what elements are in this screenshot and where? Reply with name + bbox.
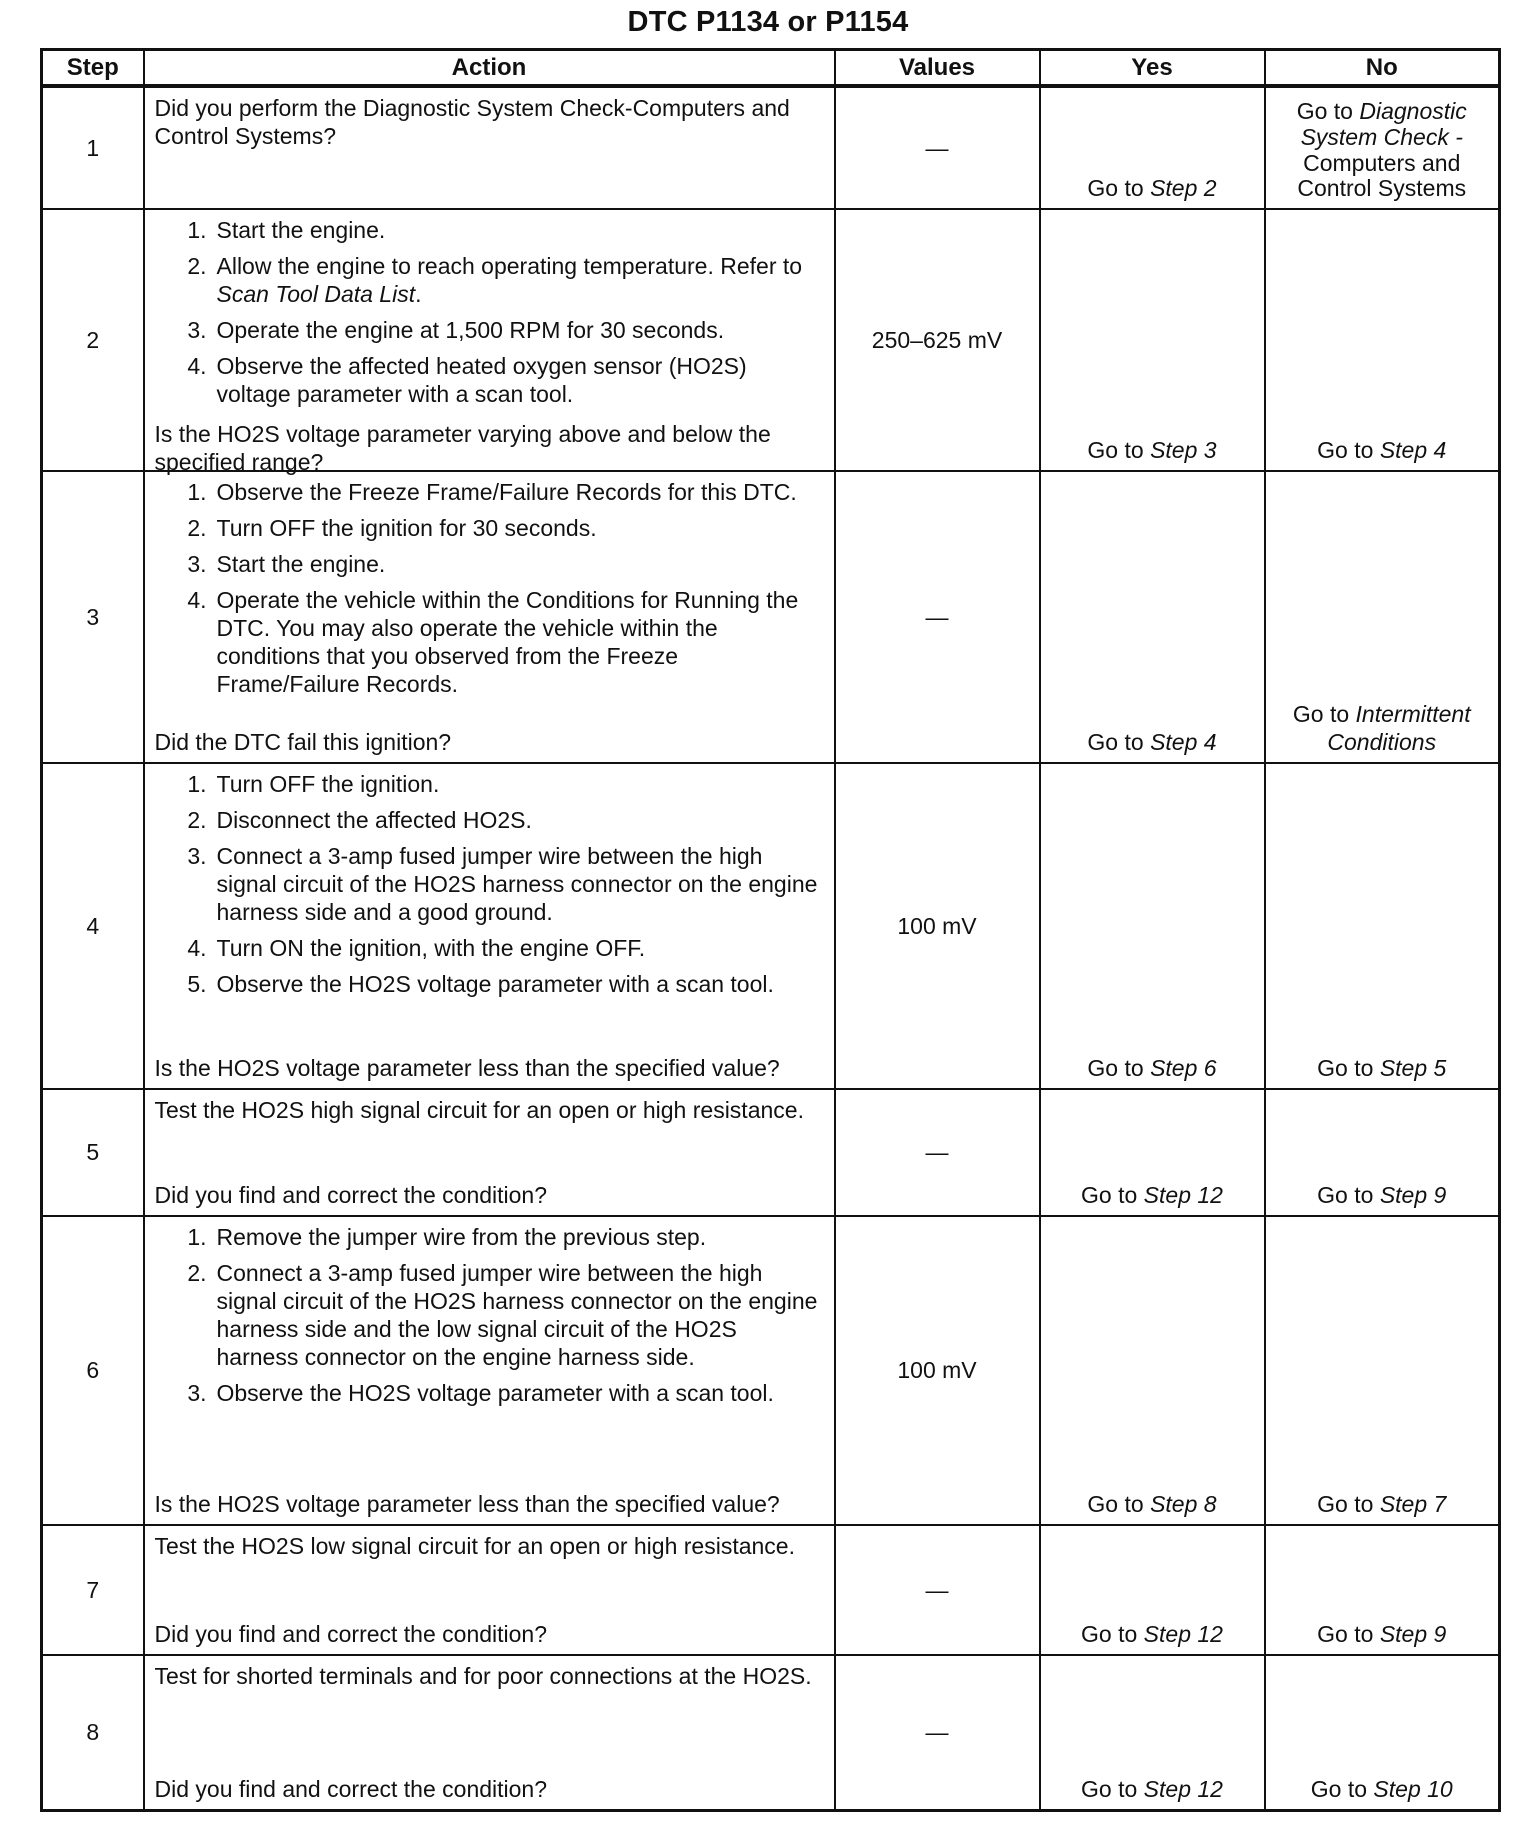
action-step-number: 2. — [187, 515, 207, 542]
action-step-text — [217, 252, 824, 308]
action-intro: Test for shorted terminals and for poor connections at the HO2S. — [154, 1663, 812, 1689]
action-top — [155, 478, 824, 706]
column-header-action: Action — [144, 50, 835, 87]
yes-cell — [1040, 1525, 1265, 1655]
no-goto-text: Go to — [1310, 1775, 1374, 1802]
action-content — [155, 1223, 824, 1518]
action-step-body: Connect a 3-amp fused jumper wire between the high signal circuit of the HO2S harness connector on the engine harness side and the low signal circuit of the HO2S harness connector on the engine harness side. — [216, 1260, 818, 1371]
no-goto-text: Go to — [1317, 1054, 1380, 1081]
action-step-number: 3. — [187, 317, 207, 344]
step-number: 7 — [42, 1525, 144, 1655]
action-step-body: Connect a 3-amp fused jumper wire between the high signal circuit of the HO2S harness connector on the engine harness side and a good ground. — [216, 843, 818, 926]
table-row — [42, 1216, 1500, 1525]
no-cell — [1265, 1089, 1500, 1216]
action-step — [155, 550, 824, 578]
action-cell — [144, 1216, 835, 1525]
action-question: Did the DTC fail this ignition? — [154, 728, 452, 755]
header-row — [42, 50, 1500, 87]
action-step — [155, 316, 824, 344]
page-title: DTC P1134 or P1154 — [627, 6, 909, 38]
action-step-body: Operate the vehicle within the Conditions for Running the DTC. You may also operate the vehicle within the conditions that you observed from the Freeze Frame/Failure Records. — [216, 587, 799, 698]
column-header-values: Values — [835, 50, 1040, 87]
action-cell — [144, 209, 835, 476]
action-step-number: 1. — [187, 771, 207, 797]
action-question: Did you find and correct the condition? — [154, 1620, 548, 1647]
step-number: 1 — [42, 86, 144, 209]
yes-cell — [1040, 763, 1265, 1089]
action-step-number: 1. — [187, 217, 207, 243]
yes-step-link[interactable]: Step 12 — [1143, 1181, 1223, 1208]
no-cell — [1265, 471, 1500, 763]
action-step-text — [217, 514, 824, 542]
yes-step-link[interactable]: Step 3 — [1150, 436, 1217, 463]
table-row — [42, 763, 1500, 1089]
action-step-number: 4. — [187, 587, 207, 614]
yes-goto-text: Go to — [1087, 1490, 1151, 1517]
action-top — [155, 1223, 824, 1415]
no-cell — [1265, 1216, 1500, 1525]
action-steps-list — [155, 770, 824, 998]
column-header-yes: Yes — [1040, 50, 1265, 87]
action-step-text — [217, 842, 824, 926]
action-step-number: 4. — [187, 353, 207, 380]
values-cell: — — [835, 1525, 1040, 1655]
action-top — [155, 770, 824, 1006]
action-top — [155, 216, 824, 416]
values-cell: 100 mV — [835, 1216, 1040, 1525]
table-row — [42, 209, 1500, 471]
step-number: 8 — [42, 1655, 144, 1811]
action-step-body: Disconnect the affected HO2S. — [216, 807, 532, 834]
yes-cell — [1040, 1655, 1265, 1811]
yes-cell — [1040, 1089, 1265, 1216]
yes-goto-text: Go to — [1087, 1054, 1151, 1081]
action-step — [155, 934, 824, 962]
values-cell: 250–625 mV — [835, 209, 1040, 471]
no-step-link[interactable]: Intermittent Conditions — [1327, 700, 1471, 755]
values-cell: 100 mV — [835, 763, 1040, 1089]
action-steps-list — [155, 478, 824, 698]
action-cell — [144, 1089, 835, 1216]
action-step-text — [217, 352, 824, 408]
yes-goto-text: Go to — [1081, 1775, 1144, 1802]
action-step — [155, 1223, 824, 1251]
action-step-number: 3. — [187, 843, 207, 870]
yes-goto-text: Go to — [1087, 174, 1151, 201]
values-cell: — — [835, 1655, 1040, 1811]
action-step — [155, 514, 824, 542]
no-cell — [1265, 1525, 1500, 1655]
action-step-number: 3. — [187, 551, 207, 578]
no-step-link[interactable]: Step 10 — [1373, 1775, 1453, 1802]
action-step-text — [217, 770, 824, 798]
action-cell — [144, 1525, 835, 1655]
action-step-text — [217, 316, 824, 344]
no-cell — [1265, 763, 1500, 1089]
no-step-link[interactable]: Step 9 — [1379, 1620, 1447, 1647]
no-goto-text: Go to — [1317, 1490, 1380, 1517]
action-step-text — [217, 478, 824, 506]
step-number: 5 — [42, 1089, 144, 1216]
yes-goto-text: Go to — [1081, 1181, 1144, 1208]
no-step-link[interactable]: Step 4 — [1379, 436, 1447, 463]
action-step-body: Start the engine. — [216, 551, 386, 578]
yes-goto-text: Go to — [1087, 728, 1151, 755]
action-step-text — [217, 1379, 824, 1407]
action-intro: Did you perform the Diagnostic System Check-Computers and Control Systems? — [154, 95, 790, 150]
yes-goto-text: Go to — [1081, 1620, 1144, 1647]
action-step-text — [217, 586, 824, 698]
action-step — [155, 770, 824, 798]
action-step-number: 2. — [187, 1260, 207, 1287]
no-goto-text: Go to — [1317, 436, 1380, 463]
no-goto-text: Go to — [1317, 1181, 1380, 1208]
yes-step-link[interactable]: Step 8 — [1150, 1490, 1217, 1517]
no-step-link[interactable]: Step 5 — [1379, 1054, 1447, 1081]
action-step-text — [217, 216, 824, 244]
action-step-text — [217, 806, 824, 834]
yes-step-link[interactable]: Step 6 — [1150, 1054, 1217, 1081]
action-step — [155, 352, 824, 408]
yes-cell — [1040, 1216, 1265, 1525]
no-step-link[interactable]: Diagnostic System Check - — [1300, 98, 1467, 150]
action-step — [155, 478, 824, 506]
no-goto-text: Go to — [1292, 700, 1356, 727]
table-row — [42, 1089, 1500, 1216]
action-step-body: Allow the engine to reach operating temperature. Refer to — [216, 253, 803, 280]
no-goto-text: Go to — [1296, 98, 1360, 124]
action-step-text — [217, 550, 824, 578]
action-step — [155, 1379, 824, 1407]
action-step-body: Turn ON the ignition, with the engine OFF. — [216, 935, 646, 962]
action-top — [155, 1532, 824, 1568]
table-row — [42, 1525, 1500, 1655]
action-step-body: Start the engine. — [216, 217, 386, 243]
no-step-link[interactable]: Step 7 — [1379, 1490, 1447, 1517]
no-cell — [1265, 1655, 1500, 1811]
action-cell — [144, 1655, 835, 1811]
action-step-body: Turn OFF the ignition. — [216, 771, 440, 797]
action-step-body: Observe the affected heated oxygen sensor (HO2S) voltage parameter with a scan tool. — [216, 353, 747, 408]
no-goto-text: Go to — [1317, 1620, 1380, 1647]
table-row — [42, 471, 1500, 763]
action-question: Is the HO2S voltage parameter varying above and below the specified range? — [154, 421, 771, 476]
values-cell: — — [835, 471, 1040, 763]
values-cell: — — [835, 1089, 1040, 1216]
action-step-number: 5. — [187, 971, 207, 998]
action-step-number: 3. — [187, 1380, 207, 1407]
action-step-number: 1. — [187, 479, 207, 505]
action-step — [155, 842, 824, 926]
column-header-no: No — [1265, 50, 1500, 87]
step-number: 4 — [42, 763, 144, 1089]
no-step-link[interactable]: Step 9 — [1379, 1181, 1447, 1208]
action-content — [155, 770, 824, 1082]
action-cell — [144, 471, 835, 763]
action-step — [155, 1259, 824, 1371]
action-step-body: Observe the HO2S voltage parameter with a scan tool. — [216, 971, 774, 998]
column-header-step: Step — [42, 50, 144, 87]
action-content — [155, 478, 824, 756]
step-number: 6 — [42, 1216, 144, 1525]
action-step — [155, 252, 824, 308]
action-cell — [144, 86, 835, 209]
action-cell — [144, 763, 835, 1089]
table-row — [42, 1655, 1500, 1811]
yes-step-link[interactable]: Step 4 — [1150, 728, 1217, 755]
yes-step-link[interactable]: Step 12 — [1143, 1775, 1223, 1802]
action-step-number: 1. — [187, 1224, 207, 1250]
action-step-text — [217, 1223, 824, 1251]
action-intro: Test the HO2S low signal circuit for an open or high resistance. — [154, 1533, 795, 1559]
reference-link: Scan Tool Data List — [216, 281, 416, 308]
action-content — [154, 216, 824, 476]
action-step-body: Turn OFF the ignition for 30 seconds. — [216, 515, 597, 542]
action-question: Did you find and correct the condition? — [154, 1181, 548, 1208]
yes-cell — [1040, 86, 1265, 209]
action-top — [155, 1096, 824, 1132]
action-top — [155, 1662, 824, 1698]
action-question: Is the HO2S voltage parameter less than the specified value? — [154, 1490, 780, 1517]
action-step-text — [217, 1259, 824, 1371]
action-content — [155, 1096, 824, 1209]
yes-goto-text: Go to — [1087, 436, 1151, 463]
action-step-text — [217, 970, 824, 998]
action-steps-list — [155, 216, 824, 408]
table-row — [42, 86, 1500, 209]
action-step-number: 2. — [187, 253, 207, 280]
action-step — [155, 970, 824, 998]
yes-cell — [1040, 209, 1265, 471]
action-step-body: Operate the engine at 1,500 RPM for 30 seconds. — [216, 317, 725, 344]
action-question: Did you find and correct the condition? — [154, 1775, 548, 1802]
action-steps-list — [155, 1223, 824, 1407]
action-content — [155, 1532, 824, 1648]
action-step-body: Observe the HO2S voltage parameter with a scan tool. — [216, 1380, 774, 1407]
action-top — [155, 94, 824, 158]
action-step-number: 4. — [187, 935, 207, 962]
yes-step-link[interactable]: Step 2 — [1150, 174, 1217, 201]
action-question: Is the HO2S voltage parameter less than the specified value? — [154, 1054, 780, 1081]
action-step-body: Remove the jumper wire from the previous step. — [216, 1224, 707, 1250]
action-content — [155, 1662, 824, 1803]
yes-step-link[interactable]: Step 12 — [1143, 1620, 1223, 1647]
action-step-body: Observe the Freeze Frame/Failure Records for this DTC. — [216, 479, 797, 505]
action-content — [155, 94, 824, 202]
action-step — [155, 586, 824, 698]
yes-cell — [1040, 471, 1265, 763]
action-step-after: . — [415, 281, 422, 308]
no-goto-suffix: Computers and Control Systems — [1297, 149, 1467, 202]
dtc-table — [40, 48, 1501, 1812]
action-step — [155, 806, 824, 834]
no-cell — [1265, 86, 1500, 209]
action-step-text — [217, 934, 824, 962]
step-number: 3 — [42, 471, 144, 763]
action-step-number: 2. — [187, 807, 207, 834]
values-cell: — — [835, 86, 1040, 209]
action-step — [155, 216, 824, 244]
step-number: 2 — [42, 209, 144, 471]
action-intro: Test the HO2S high signal circuit for an open or high resistance. — [154, 1097, 804, 1123]
no-cell — [1265, 209, 1500, 471]
